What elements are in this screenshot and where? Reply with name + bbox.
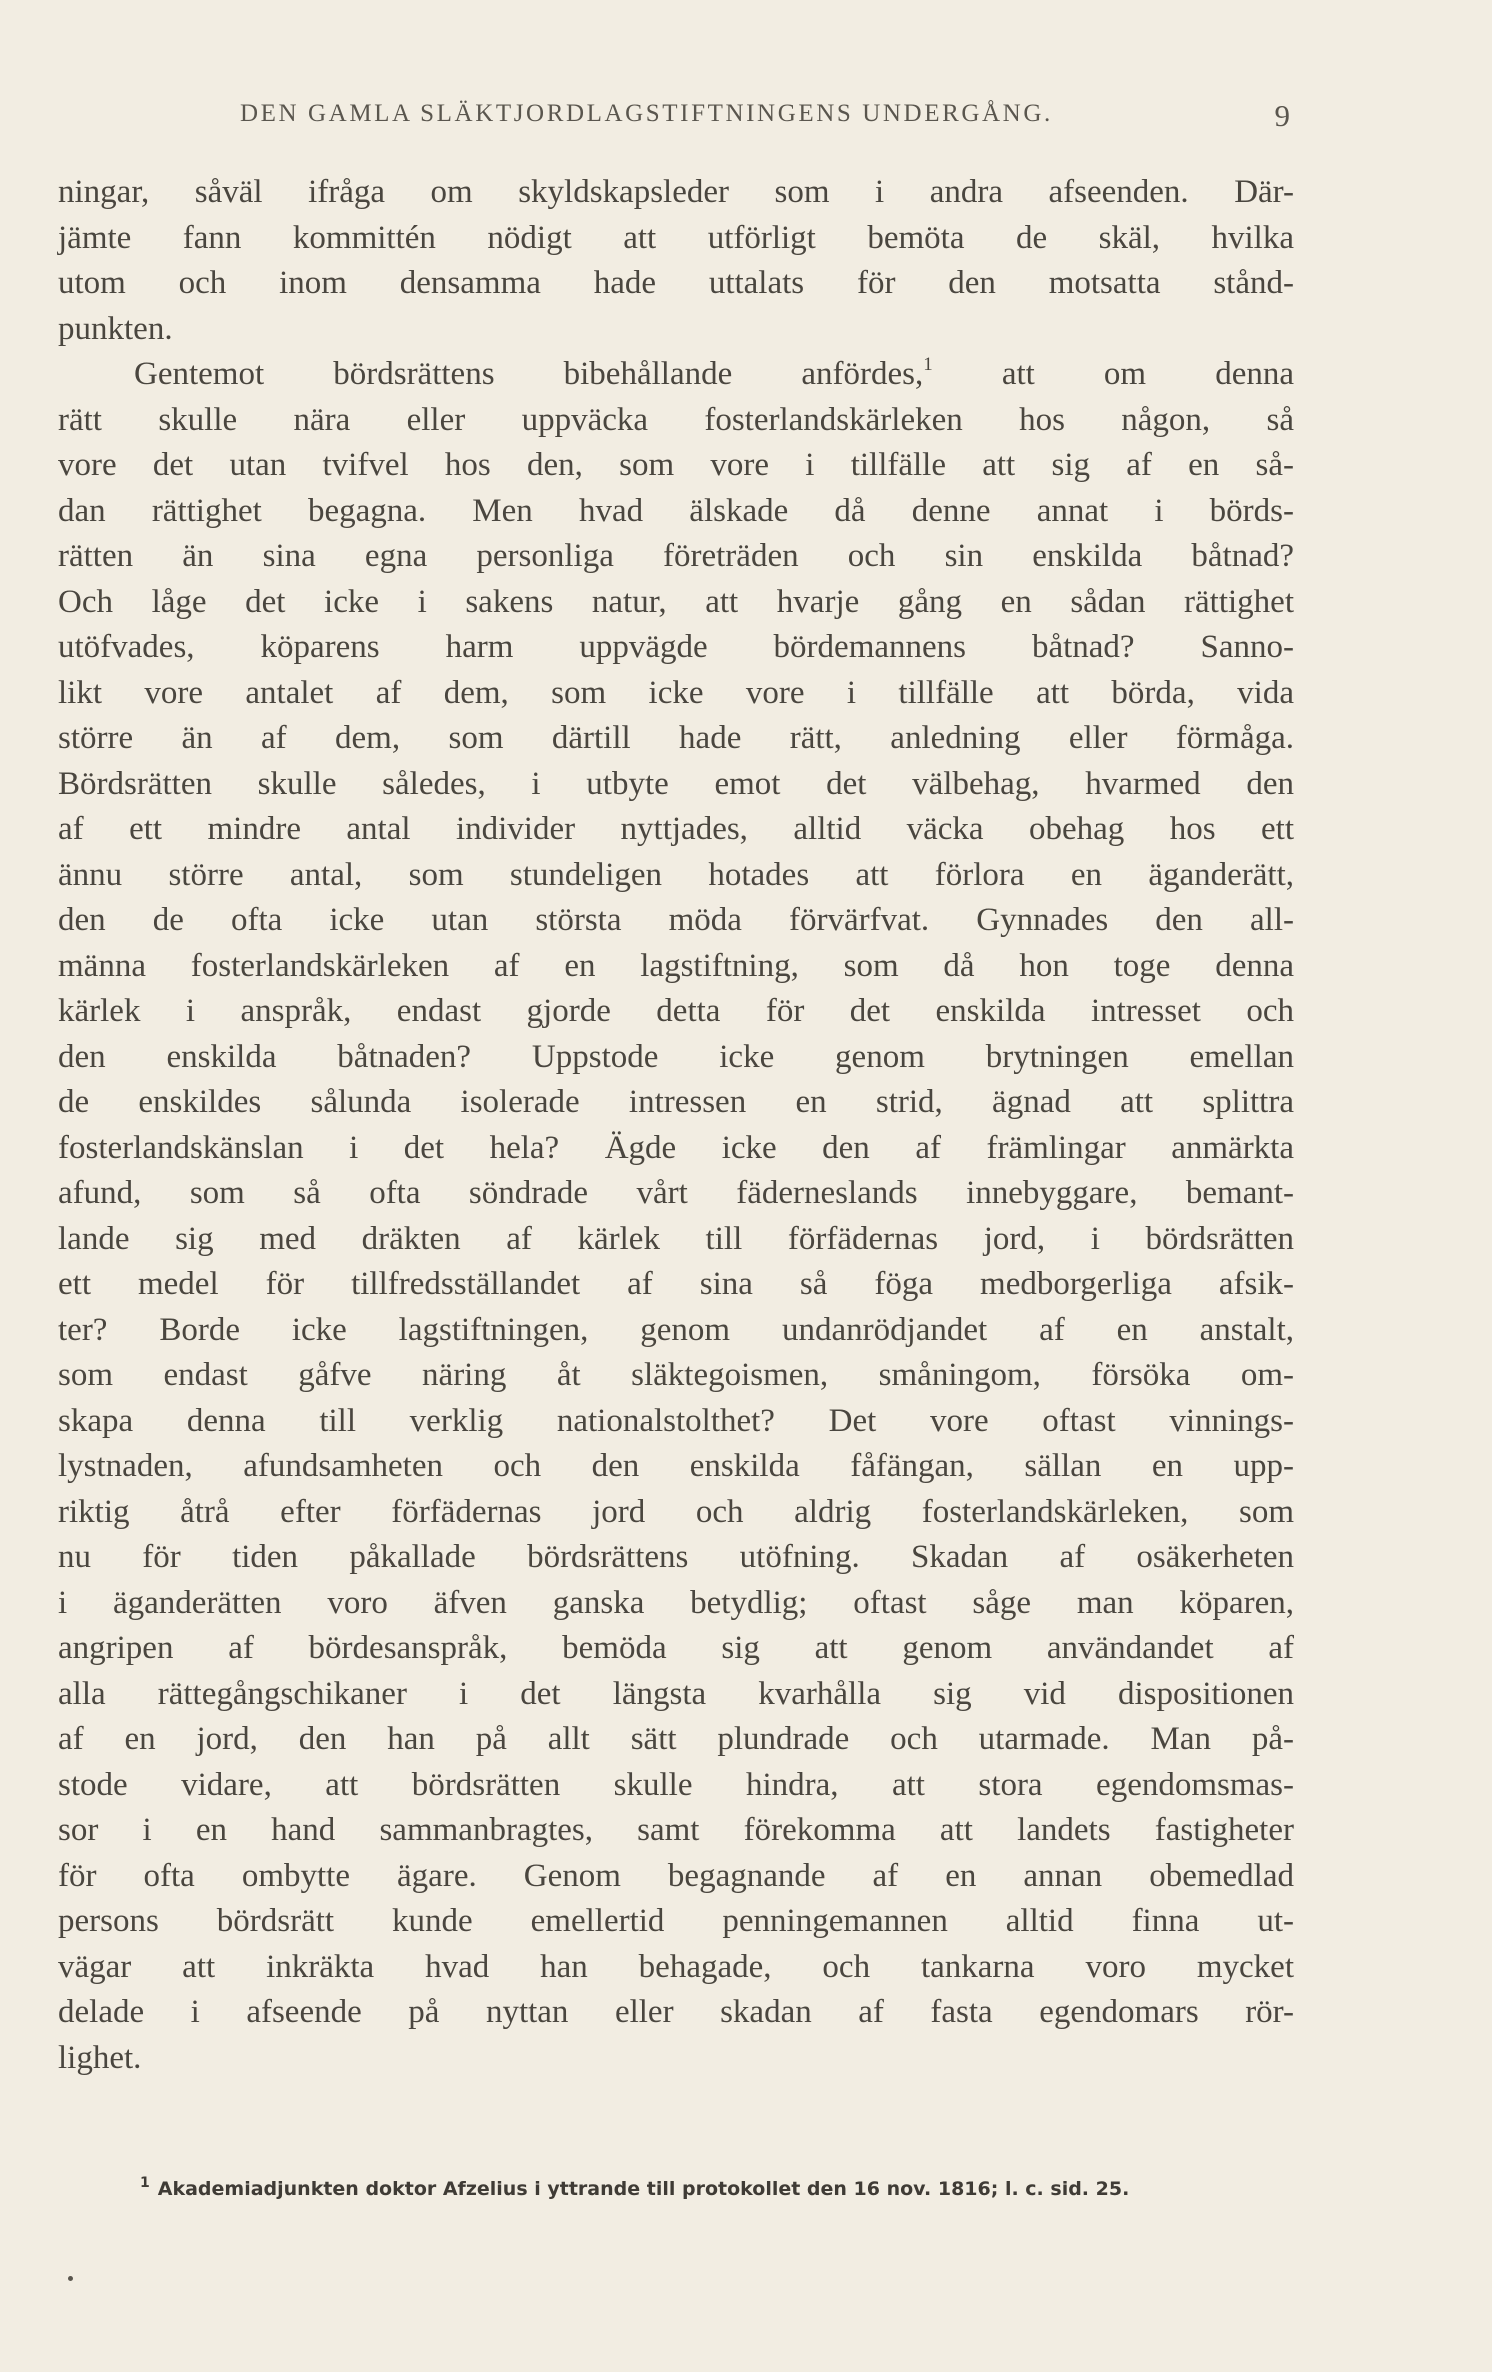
text-line: rätten än sina egna personliga företräden och sin enskilda båtnad? [58, 538, 1294, 574]
text-line: alla rättegångschikaner i det längsta kvarhålla sig vid dispositionen [58, 1675, 1294, 1712]
text-line: delade i afseende på nyttan eller skadan af fasta egendomars rör- [58, 1994, 1294, 2030]
text-line: den de ofta icke utan största möda förvärfvat. Gynnades den all- [58, 902, 1294, 938]
text-line: den enskilda båtnaden? Uppstode icke genom brytningen emellan [58, 1038, 1294, 1075]
text-line: likt vore antalet af dem, som icke vore i tillfälle att börda, vida [58, 674, 1294, 711]
text-line: männa fosterlandskärleken af en lagstiftning, som då hon toge denna [58, 947, 1294, 984]
text-line: lighet. [58, 2039, 142, 2076]
text-line: af en jord, den han på allt sätt plundrade och utarmade. Man på- [58, 1721, 1294, 1757]
footnote-text: Akademiadjunkten doktor Afzelius i yttrande till protokollet den 16 nov. 1816; l. c. sid. 25. [157, 2178, 1130, 2200]
text-line: ningar, såväl ifråga om skyldskapsleder som i andra afseenden. Där- [58, 174, 1294, 210]
text-line: stode vidare, att bördsrätten skulle hindra, att stora egendomsmas- [58, 1766, 1294, 1803]
text-line: de enskildes sålunda isolerade intressen en strid, ägnad att splittra [58, 1084, 1294, 1120]
text-line: jämte fann kommittén nödigt att utförligt bemöta de skäl, hvilka [58, 219, 1294, 256]
text-line: vore det utan tvifvel hos den, som vore i tillfälle att sig af en så- [58, 447, 1294, 483]
text-line: som endast gåfve näring åt släktegoismen, småningom, försöka om- [58, 1357, 1294, 1393]
text-line: persons bördsrätt kunde emellertid penningemannen alltid finna ut- [58, 1903, 1294, 1939]
footnote-marker: 1 [140, 2174, 150, 2191]
text-line: riktig åtrå efter förfädernas jord och aldrig fosterlandskärleken, som [58, 1493, 1294, 1530]
body-text [58, 170, 1294, 2081]
text-line: punkten. [58, 310, 173, 347]
text-line: nu för tiden påkallade bördsrättens utöfning. Skadan af osäkerheten [58, 1539, 1294, 1575]
text-line: ett medel för tillfredsställandet af sina så föga medborgerliga afsik- [58, 1266, 1294, 1302]
running-title: DEN GAMLA SLÄKTJORDLAGSTIFTNINGENS UNDERGÅNG. [240, 100, 1053, 127]
text-line: sor i en hand sammanbragtes, samt förekomma att landets fastigheter [58, 1812, 1294, 1848]
text-line: dan rättighet begagna. Men hvad älskade då denne annat i börds- [58, 492, 1294, 529]
text-line: större än af dem, som därtill hade rätt, anledning eller förmåga. [58, 720, 1294, 756]
text-line: af ett mindre antal individer nyttjades, alltid väcka obehag hos ett [58, 811, 1294, 847]
footnote [140, 2174, 1270, 2200]
text-line: afund, som så ofta söndrade vårt fäderneslands innebyggare, bemant- [58, 1175, 1294, 1211]
footnote-reference: 1 [923, 354, 933, 375]
text-line: lande sig med dräkten af kärlek till förfädernas jord, i bördsrätten [58, 1220, 1294, 1257]
text-line: rätt skulle nära eller uppväcka fosterlandskärleken hos någon, så [58, 401, 1294, 438]
text-line: ännu större antal, som stundeligen hotades att förlora en äganderätt, [58, 856, 1294, 893]
text-line-with-footnote-ref [58, 352, 1294, 398]
text-line: utöfvades, köparens harm uppvägde bördemannens båtnad? Sanno- [58, 629, 1294, 665]
text-line: ter? Borde icke lagstiftningen, genom undanrödjandet af en anstalt, [58, 1311, 1294, 1348]
text-line: utom och inom densamma hade uttalats för den motsatta stånd- [58, 265, 1294, 301]
running-head [240, 100, 1290, 140]
text-line: lystnaden, afundsamheten och den enskilda fåfängan, sällan en upp- [58, 1448, 1294, 1484]
text-line: fosterlandskänslan i det hela? Ägde icke den af främlingar anmärkta [58, 1129, 1294, 1166]
text-line: kärlek i anspråk, endast gjorde detta för det enskilda intresset och [58, 993, 1294, 1029]
line-text: Gentemot bördsrättens bibehållande anfördes, [134, 356, 924, 392]
print-speck [68, 2276, 73, 2281]
text-line: angripen af bördesanspråk, bemöda sig att genom användandet af [58, 1630, 1294, 1666]
text-line: för ofta ombytte ägare. Genom begagnande af en annan obemedlad [58, 1857, 1294, 1894]
page-number: 9 [1274, 98, 1290, 133]
text-line: i äganderätten voro äfven ganska betydlig; oftast såge man köparen, [58, 1584, 1294, 1621]
text-line: skapa denna till verklig nationalstolthet? Det vore oftast vinnings- [58, 1402, 1294, 1439]
line-text: att om denna [1001, 356, 1294, 392]
text-line: vägar att inkräkta hvad han behagade, och tankarna voro mycket [58, 1948, 1294, 1985]
text-line: Och låge det icke i sakens natur, att hvarje gång en sådan rättighet [58, 583, 1294, 620]
text-line: Bördsrätten skulle således, i utbyte emot det välbehag, hvarmed den [58, 765, 1294, 802]
